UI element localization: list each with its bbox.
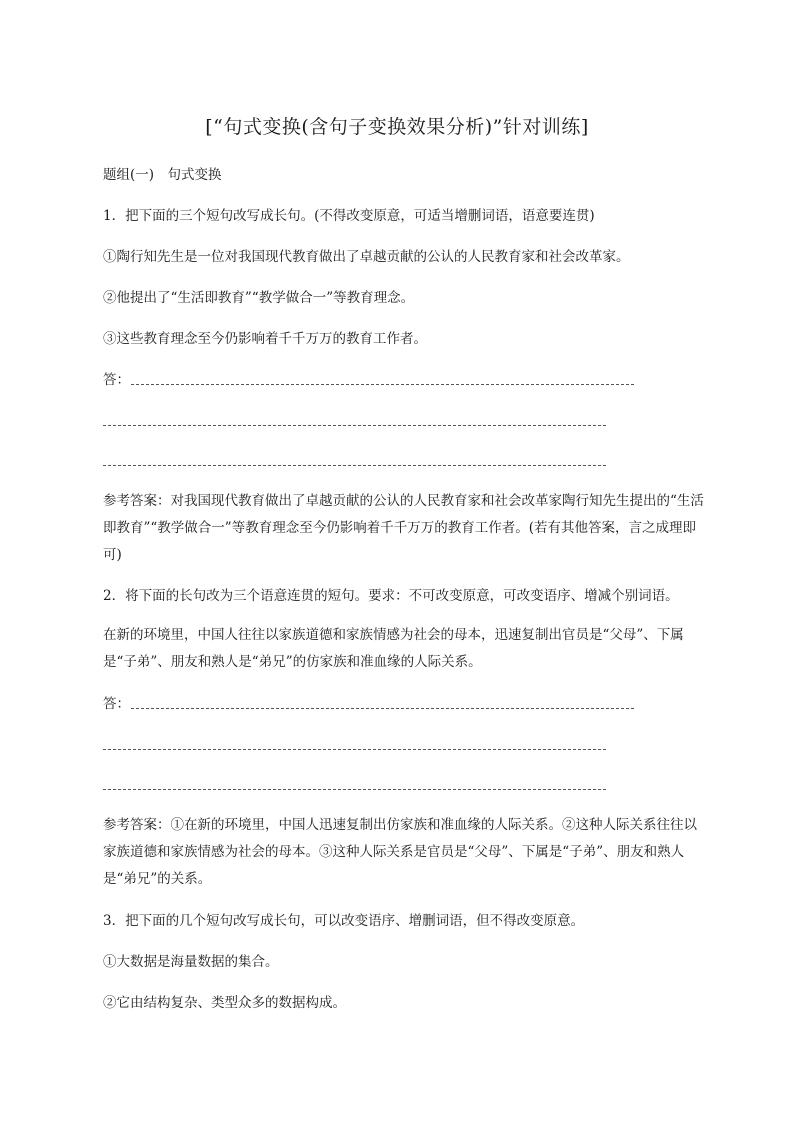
page-title: [“句式变换(含句子变换效果分析)”针对训练] <box>205 116 589 138</box>
q2-passage: 在新的环境里，中国人往往以家族道德和家族情感为社会的母本，迅速复制出官员是“父母”、下属是“子弟”、朋友和熟人是“弟兄”的仿家族和准血缘的人际关系。 <box>103 627 684 670</box>
q1-sentence-1: ①陶行知先生是一位对我国现代教育做出了卓越贡献的公认的人民教育家和社会改革家。 <box>103 249 630 265</box>
q1-answer-line-1[interactable] <box>131 384 634 385</box>
q1-reference-answer: 参考答案：对我国现代教育做出了卓越贡献的公认的人民教育家和社会改革家陶行知先生提出的“生活即教育”“教学做合一”等教育理念至今仍影响着千千万万的教育工作者。(若有其他答案，言之成理即可) <box>103 493 704 563</box>
q1-answer-line-2[interactable] <box>103 425 606 426</box>
q2-answer-line-2[interactable] <box>103 749 606 750</box>
q1-sentence-2: ②他提出了“生活即教育”“教学做合一”等教育理念。 <box>103 290 415 306</box>
q3-stem: 3．把下面的几个短句改写成长句，可以改变语序、增删词语，但不得改变原意。 <box>103 913 585 929</box>
q1-sentence-3: ③这些教育理念至今仍影响着千千万万的教育工作者。 <box>103 331 427 347</box>
q2-stem: 2．将下面的长句改为三个语意连贯的短句。要求：不可改变原意，可改变语序、增减个别词语。 <box>103 588 679 604</box>
q1-answer-line-3[interactable] <box>103 465 606 466</box>
q1-answer-label: 答： <box>103 372 130 388</box>
q2-reference-answer: 参考答案：①在新的环境里，中国人迅速复制出仿家族和准血缘的人际关系。②这种人际关系往往以家族道德和家族情感为社会的母本。③这种人际关系是官员是“父母”、下属是“子弟”、朋友和熟人是“弟兄”的关系。 <box>103 817 697 887</box>
q1-stem: 1．把下面的三个短句改写成长句。(不得改变原意，可适当增删词语，语意要连贯) <box>103 208 595 224</box>
q2-answer-label: 答： <box>103 696 130 712</box>
q3-sentence-2: ②它由结构复杂、类型众多的数据构成。 <box>103 995 346 1011</box>
q2-answer-line-1[interactable] <box>131 708 634 709</box>
group-heading: 题组(一) 句式变换 <box>103 167 222 183</box>
q2-answer-line-3[interactable] <box>103 789 606 790</box>
q3-sentence-1: ①大数据是海量数据的集合。 <box>103 954 279 970</box>
